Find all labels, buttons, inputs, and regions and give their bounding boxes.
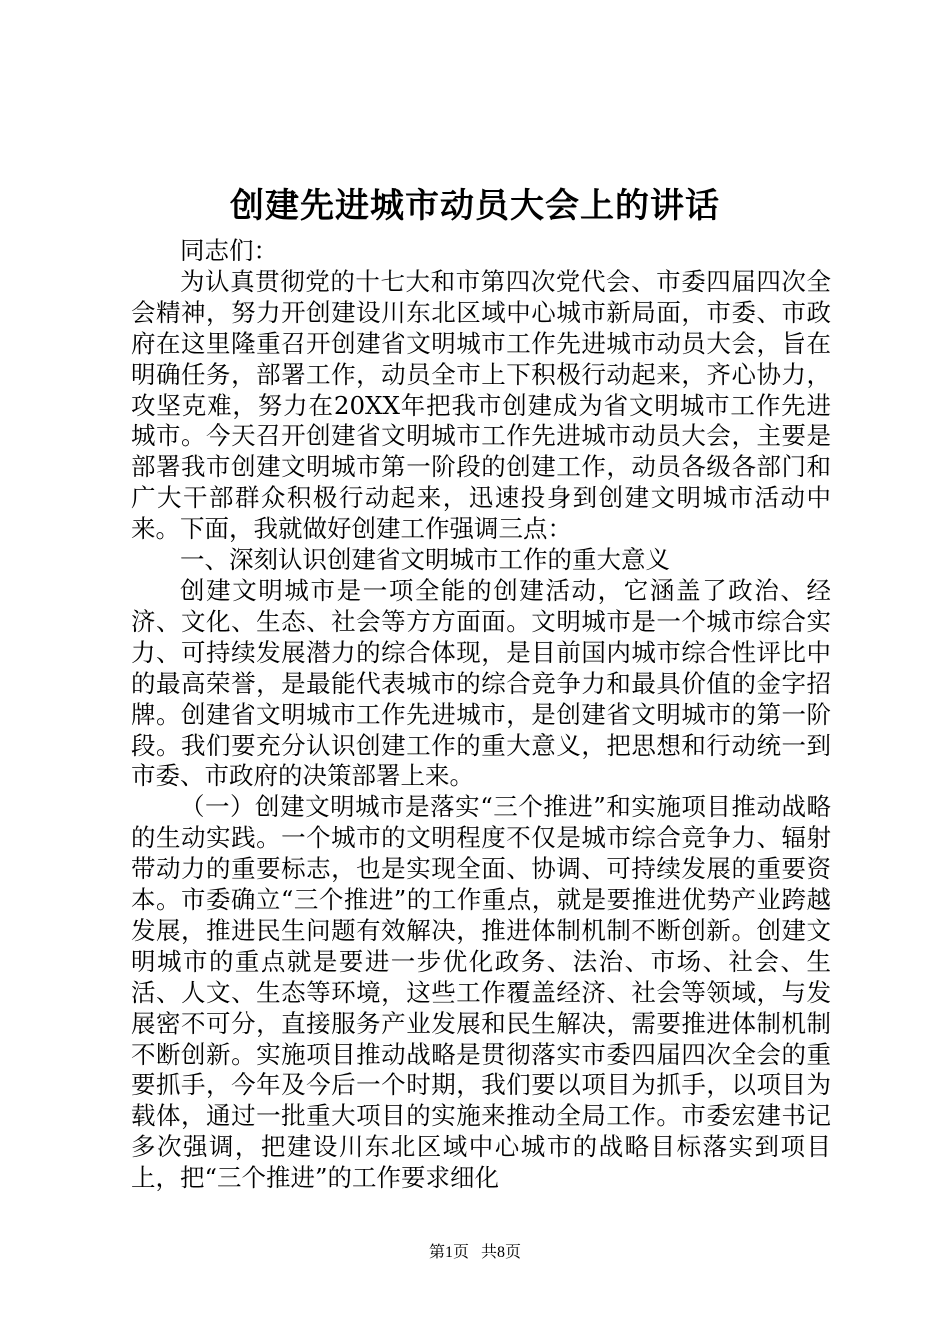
salutation: 同志们：: [180, 236, 278, 265]
body-paragraph: 为认真贯彻党的十七大和市第四次党代会、市委四届四次全会精神，努力开创建设川东北区域中心城市新局面，市委、市政府在这里隆重召开创建省文明城市工作先进城市动员大会，旨在明确任务，部署工作，动员全市上下积极行动起来，齐心协力，攻坚克难，努力在20XX年把我市创建成为省文明城市工作先进城市。今天召开创建省文明城市工作先进城市动员大会，主要是部署我市创建文明城市第一阶段的创建工作，动员各级各部门和广大干部群众积极行动起来，迅速投身到创建文明城市活动中来。下面，我就做好创建工作强调三点：: [131, 266, 831, 544]
page-number: 第1页: [428, 1244, 469, 1261]
page-total: 共8页: [481, 1244, 522, 1261]
body-paragraph: （一）创建文明城市是落实“三个推进”和实施项目推动战略的生动实践。一个城市的文明程度不仅是城市综合竞争力、辐射带动力的重要标志，也是实现全面、协调、可持续发展的重要资本。市委确立“三个推进”的工作重点，就是要推进优势产业跨越发展，推进民生问题有效解决，推进体制机制不断创新。创建文明城市的重点就是要进一步优化政务、法治、市场、社会、生活、人文、生态等环境，这些工作覆盖经济、社会等领域，与发展密不可分，直接服务产业发展和民生解决，需要推进体制机制不断创新。实施项目推动战略是贯彻落实市委四届四次全会的重要抓手，今年及今后一个时期，我们要以项目为抓手，以项目为载体，通过一批重大项目的实施来推动全局工作。市委宏建书记多次强调，把建设川东北区域中心城市的战略目标落实到项目上，把“三个推进”的工作要求细化: [131, 792, 831, 1193]
body-paragraph: 创建文明城市是一项全能的创建活动，它涵盖了政治、经济、文化、生态、社会等方方面面。文明城市是一个城市综合实力、可持续发展潜力的综合体现，是目前国内城市综合性评比中的最高荣誉，是最能代表城市的综合竞争力和最具价值的金字招牌。创建省文明城市工作先进城市，是创建省文明城市的第一阶段。我们要充分认识创建工作的重大意义，把思想和行动统一到市委、市政府的决策部署上来。: [131, 575, 831, 791]
page-footer: [0, 1242, 950, 1264]
document-title: 创建先进城市动员大会上的讲话: [230, 186, 720, 226]
section-heading: 一、深刻认识创建省文明城市工作的重大意义: [180, 545, 670, 575]
document-body: [131, 236, 831, 1194]
